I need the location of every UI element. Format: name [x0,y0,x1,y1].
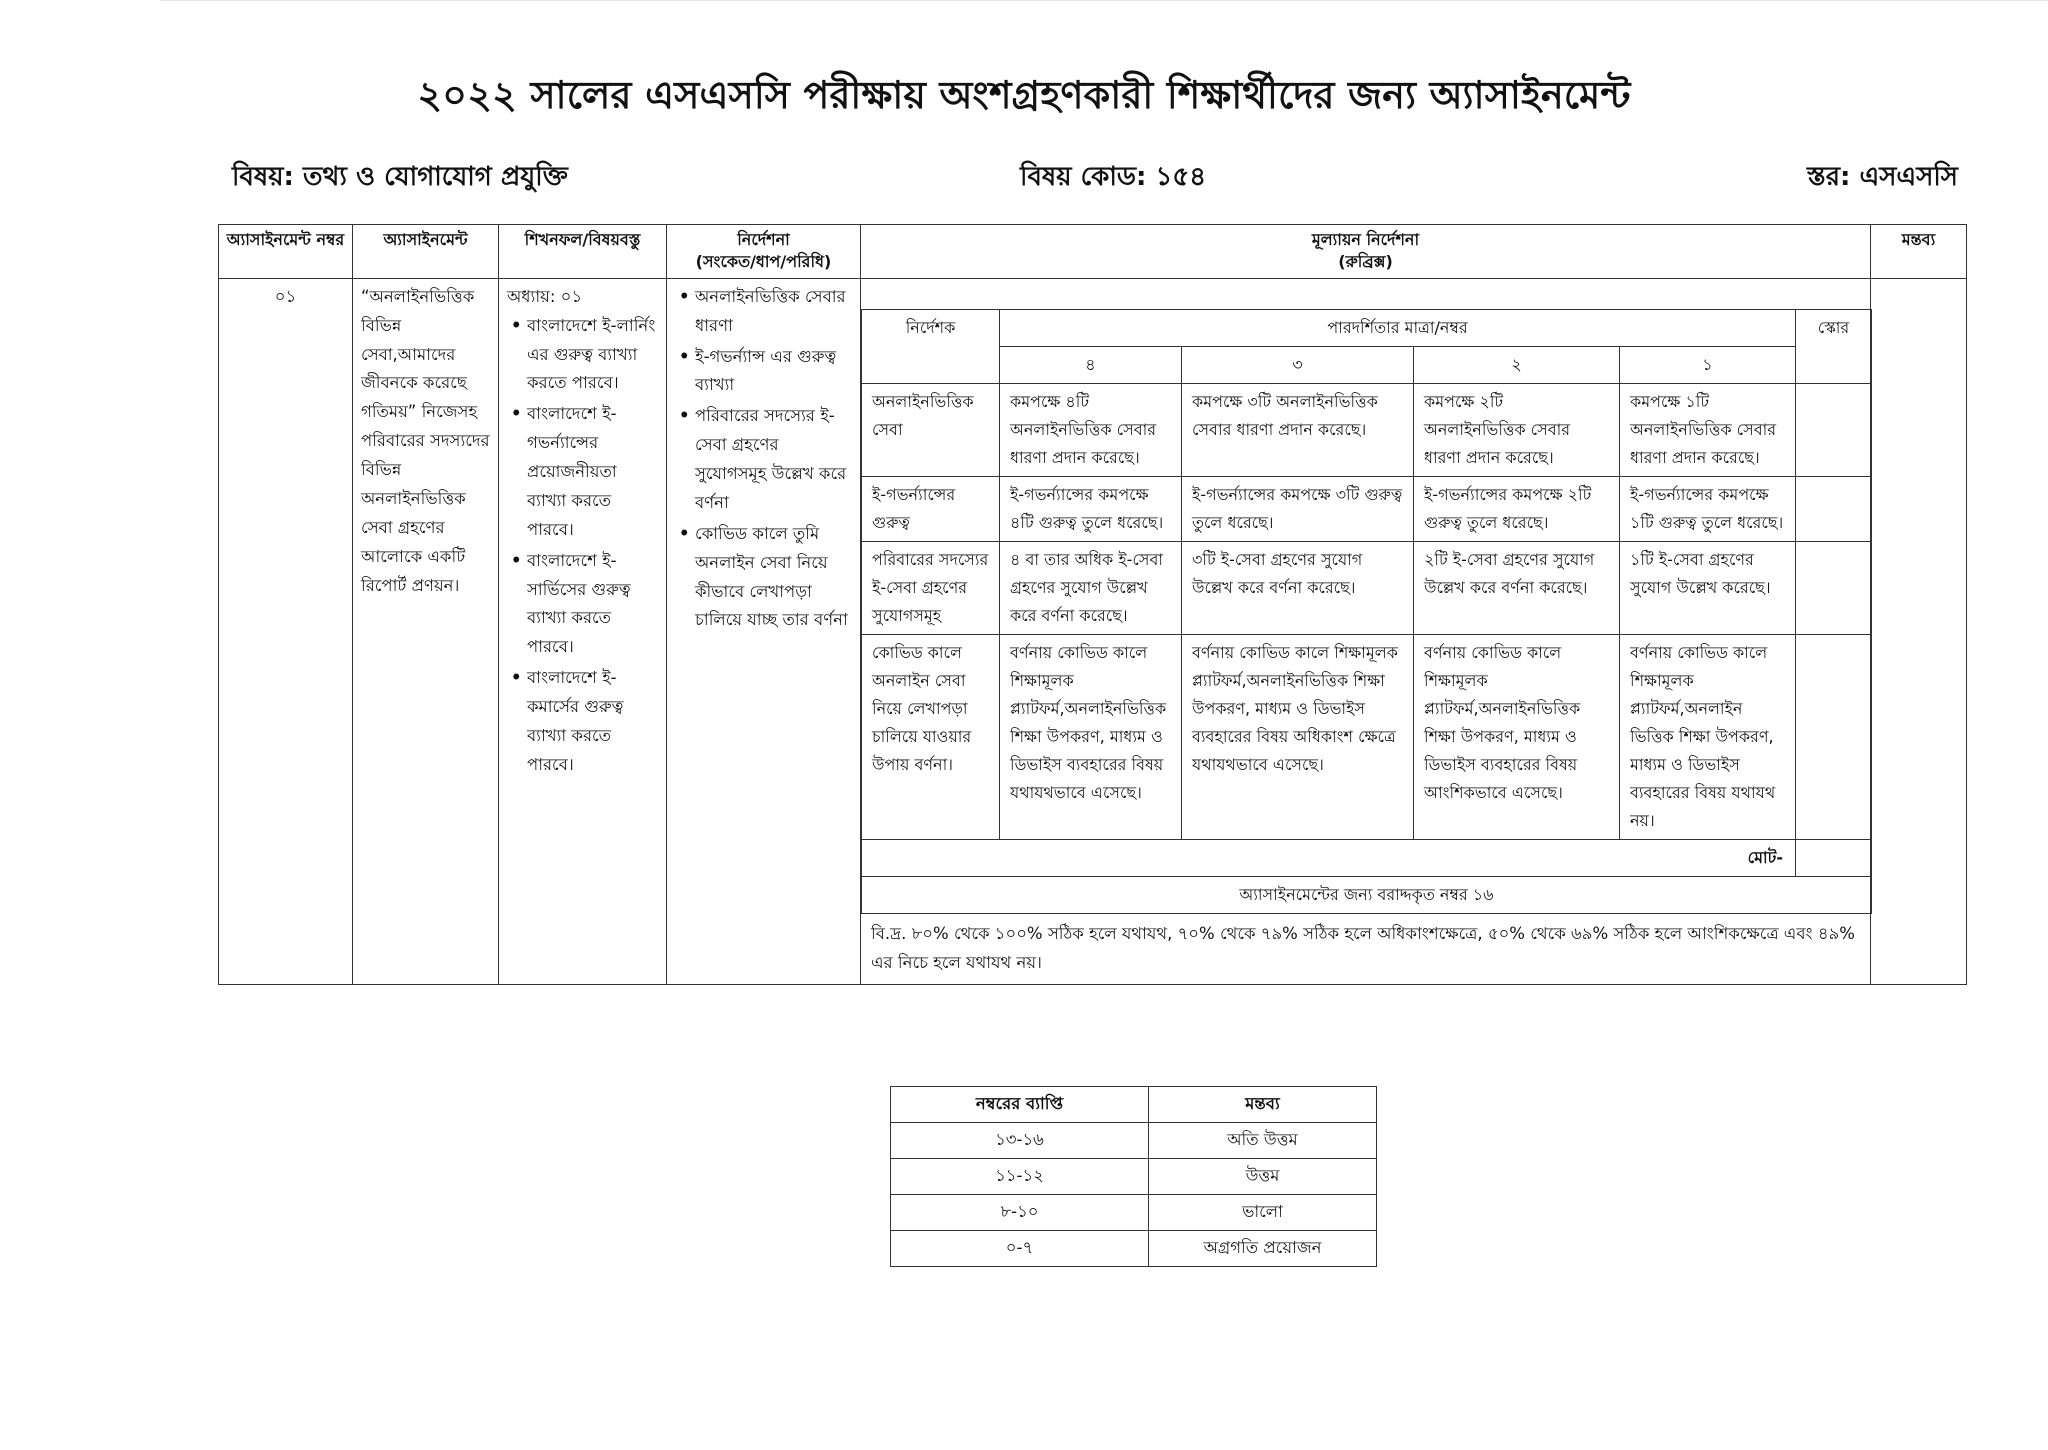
rubric-cell: বর্ণনায় কোভিড কালে শিক্ষামূলক প্ল্যাটফর্ম,অনলাইনভিত্তিক শিক্ষা উপকরণ, মাধ্যম ও ডিভাইস ব্যবহারের বিষয় আংশিকভাবে এসেছে। [1414,634,1620,839]
rubric-score-cell [1796,476,1872,541]
rating-row [891,1195,1377,1231]
rating-range: ০-৭ [891,1231,1149,1267]
rubric-cell: বর্ণনায় কোভিড কালে শিক্ষামূলক প্ল্যাটফর্ম,অনলাইনভিত্তিক শিক্ষা উপকরণ, মাধ্যম ও ডিভাইস ব্যবহারের বিষয় যথাযথভাবে এসেছে। [1000,634,1182,839]
learning-outcomes [499,278,667,984]
evaluation-rubric-cell [861,278,1871,984]
chapter-label: অধ্যায়: ০১ [507,286,583,306]
assignment-number: ০১ [219,278,353,984]
rating-row [891,1123,1377,1159]
assignment-row [219,278,1967,984]
rubric-row [862,476,1872,541]
assignment-table [218,224,1967,985]
rubric-cell: ই-গভর্ন্যান্সের কমপক্ষে ৩টি গুরুত্ব তুলে ধরেছে। [1182,476,1414,541]
rubric-level-row [862,346,1872,383]
header-remark: মন্তব্য [1871,225,1967,279]
rubric-note: বি.দ্র. ৮০% থেকে ১০০% সঠিক হলে যথাযথ, ৭০% থেকে ৭৯% সঠিক হলে অধিকাংশক্ষেত্রে, ৫০% থেকে ৬৯% সঠিক হলে আংশিকক্ষেত্রে এবং ৪৯% এর নিচে হলে যথাযথ নয়। [871,923,1855,972]
instruction-item: • পরিবারের সদস্যের ই-সেবা গ্রহণের সুযোগসমূহ উল্লেখ করে বর্ণনা [695,402,852,518]
rating-row [891,1159,1377,1195]
rating-header-remark: মন্তব্য [1149,1087,1377,1123]
rubric-indicator-header: নির্দেশক [862,309,1000,383]
rubric-level-4: ৪ [1000,346,1182,383]
header-instruction-subtitle: (সংকেত/ধাপ/পরিধি) [695,252,832,272]
rating-range: ১৩-১৬ [891,1123,1149,1159]
subject-code-label: বিষয় কোড: ১৫৪ [1020,162,1207,192]
level-label: স্তর: এসএসসি [1807,162,1958,192]
rubric-cell: ৩টি ই-সেবা গ্রহণের সুযোগ উল্লেখ করে বর্ণনা করেছে। [1182,541,1414,634]
rubric-cell: কমপক্ষে ৪টি অনলাইনভিত্তিক সেবার ধারণা প্রদান করেছে। [1000,383,1182,476]
rubric-level-1: ১ [1620,346,1796,383]
rubric-allotted-row [862,876,1872,913]
rubric-cell: ই-গভর্ন্যান্সের কমপক্ষে ৪টি গুরুত্ব তুলে ধরেছে। [1000,476,1182,541]
rubric-total-row [862,839,1872,876]
header-instruction [667,225,861,279]
learning-outcome-item: • বাংলাদেশে ই-সার্ভিসের গুরুত্ব ব্যাখ্যা করতে পারবে। [527,547,658,663]
rubric-performance-header: পারদর্শিতার মাত্রা/নম্বর [1000,309,1796,346]
rubric-row [862,541,1872,634]
rating-header-row [891,1087,1377,1123]
rubric-total-score [1796,839,1872,876]
scan-edge-line [160,0,2048,1]
learning-outcome-item: • বাংলাদেশে ই-লার্নিং এর গুরুত্ব ব্যাখ্যা করতে পারবে। [527,312,658,399]
learning-outcome-item: • বাংলাদেশে ই-গভর্ন্যান্সের প্রয়োজনীয়তা ব্যাখ্যা করতে পারবে। [527,400,658,544]
rubric-score-cell [1796,541,1872,634]
rubric-indicator: পরিবারের সদস্যের ই-সেবা গ্রহণের সুযোগসমূহ [862,541,1000,634]
rubric-allotted-marks: অ্যাসাইনমেন্টের জন্য বরাদ্দকৃত নম্বর ১৬ [862,876,1872,913]
rating-remark: অতি উত্তম [1149,1123,1377,1159]
instructions [667,278,861,984]
rubric-cell: ২টি ই-সেবা গ্রহণের সুযোগ উল্লেখ করে বর্ণনা করেছে। [1414,541,1620,634]
rubric-cell: বর্ণনায় কোভিড কালে শিক্ষামূলক প্ল্যাটফর্ম,অনলাইন ভিত্তিক শিক্ষা উপকরণ, মাধ্যম ও ডিভাইস ব্যবহারের বিষয় যথাযথ নয়। [1620,634,1796,839]
rubric-row [862,383,1872,476]
rating-remark: ভালো [1149,1195,1377,1231]
rubric-cell: ১টি ই-সেবা গ্রহণের সুযোগ উল্লেখ করেছে। [1620,541,1796,634]
header-assignment-number: অ্যাসাইনমেন্ট নম্বর [219,225,353,279]
rating-range: ১১-১২ [891,1159,1149,1195]
rating-range: ৮-১০ [891,1195,1149,1231]
header-evaluation-subtitle: (রুব্রিক্স) [1338,252,1393,272]
rubric-score-cell [1796,634,1872,839]
instruction-item: • কোভিড কালে তুমি অনলাইন সেবা নিয়ে কীভাবে লেখাপড়া চালিয়ে যাচ্ছ তার বর্ণনা [695,520,852,636]
rating-remark: অগ্রগতি প্রয়োজন [1149,1231,1377,1267]
rubric-cell: কমপক্ষে ৩টি অনলাইনভিত্তিক সেবার ধারণা প্রদান করেছে। [1182,383,1414,476]
rubric-level-2: ২ [1414,346,1620,383]
learning-outcome-item: • বাংলাদেশে ই-কমার্সের গুরুত্ব ব্যাখ্যা করতে পারবে। [527,664,658,780]
rubric-score-cell [1796,383,1872,476]
rubric-indicator: অনলাইনভিত্তিক সেবা [862,383,1000,476]
rubric-header-row [862,309,1872,346]
header-learning-outcome: শিখনফল/বিষয়বস্তু [499,225,667,279]
instruction-item: • অনলাইনভিত্তিক সেবার ধারণা [695,283,852,341]
header-assignment: অ্যাসাইনমেন্ট [353,225,499,279]
remark-cell [1871,278,1967,984]
page-title: ২০২২ সালের এসএসসি পরীক্ষায় অংশগ্রহণকারী শিক্ষার্থীদের জন্য অ্যাসাইনমেন্ট [417,73,1631,117]
rubric-cell: কমপক্ষে ১টি অনলাইনভিত্তিক সেবার ধারণা প্রদান করেছে। [1620,383,1796,476]
rubric-cell: ই-গভর্ন্যান্সের কমপক্ষে ১টি গুরুত্ব তুলে ধরেছে। [1620,476,1796,541]
subject-label: বিষয়: তথ্য ও যোগাযোগ প্রযুক্তি [232,162,568,192]
rubric-cell: বর্ণনায় কোভিড কালে শিক্ষামূলক প্ল্যাটফর্ম,অনলাইনভিত্তিক শিক্ষা উপকরণ, মাধ্যম ও ডিভাইস ব্যবহারের বিষয় অধিকাংশ ক্ষেত্রে যথাযথভাবে এসেছে। [1182,634,1414,839]
rating-table [890,1086,1377,1267]
instruction-item: • ই-গভর্ন্যান্স এর গুরুত্ব ব্যাখ্যা [695,343,852,401]
rubric-level-3: ৩ [1182,346,1414,383]
learning-outcome-list [507,312,658,780]
header-instruction-title: নির্দেশনা [737,230,790,249]
rubric-cell: ৪ বা তার অধিক ই-সেবা গ্রহণের সুযোগ উল্লেখ করে বর্ণনা করেছে। [1000,541,1182,634]
rating-remark: উত্তম [1149,1159,1377,1195]
rubric-score-header: স্কোর [1796,309,1872,383]
rubric-indicator: কোভিড কালে অনলাইন সেবা নিয়ে লেখাপড়া চালিয়ে যাওয়ার উপায় বর্ণনা। [862,634,1000,839]
rubric-table [861,309,1872,914]
assignment-table-header-row [219,225,1967,279]
rating-header-range: নম্বরের ব্যাপ্তি [891,1087,1149,1123]
rubric-row [862,634,1872,839]
assignment-text: “অনলাইনভিত্তিক বিভিন্ন সেবা,আমাদের জীবনকে করেছে গতিময়” নিজেসহ পরিবারের সদস্যদের বিভিন্ন অনলাইনভিত্তিক সেবা গ্রহণের আলোকে একটি রিপোর্ট প্রণয়ন। [353,278,499,984]
rating-row [891,1231,1377,1267]
header-evaluation [861,225,1871,279]
header-evaluation-title: মূল্যায়ন নির্দেশনা [1311,230,1420,249]
rubric-indicator: ই-গভর্ন্যান্সের গুরুত্ব [862,476,1000,541]
rubric-cell: কমপক্ষে ২টি অনলাইনভিত্তিক সেবার ধারণা প্রদান করেছে। [1414,383,1620,476]
rubric-total-label: মোট- [862,839,1796,876]
instruction-list [675,283,852,636]
rubric-cell: ই-গভর্ন্যান্সের কমপক্ষে ২টি গুরুত্ব তুলে ধরেছে। [1414,476,1620,541]
